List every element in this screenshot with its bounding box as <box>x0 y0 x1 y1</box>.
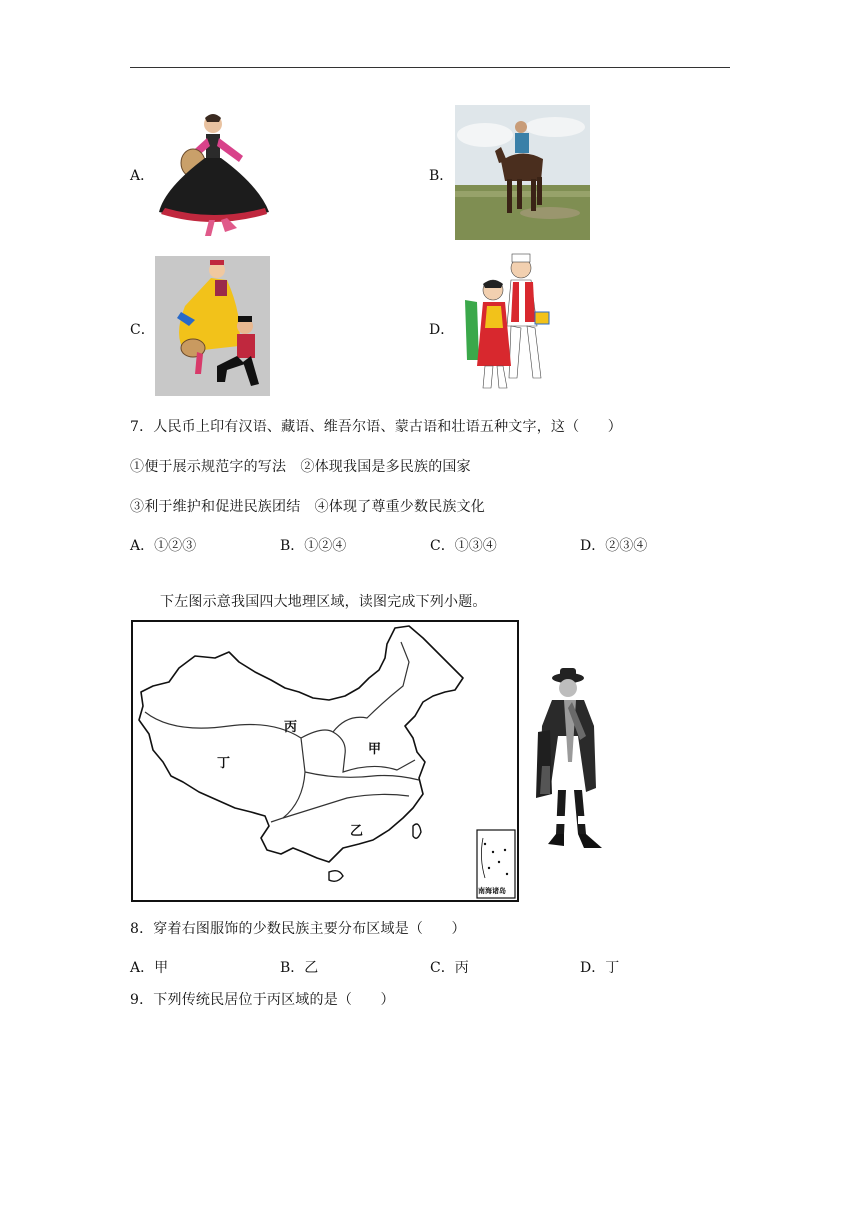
question-8-option-d: D．丁 <box>580 960 620 976</box>
option-d-image-cartoon-couple <box>455 250 567 400</box>
option-a-image-dancer <box>155 108 273 240</box>
header-rule <box>130 67 730 68</box>
material-intro: 下左图示意我国四大地理区域，读图完成下列小题。 <box>160 594 487 610</box>
tibetan-costume-figure <box>528 666 608 856</box>
map-region-jia: 甲 <box>368 742 382 757</box>
option-a-label: A． <box>130 168 155 184</box>
map-region-ding: 丁 <box>217 756 231 771</box>
question-7-stem: 7．人民币上印有汉语、藏语、维吾尔语、蒙古语和壮语五种文字，这（ ） <box>130 419 622 435</box>
option-d-label: D． <box>429 322 455 338</box>
map-region-bing: 丙 <box>284 720 298 735</box>
question-7-option-c: C．①③④ <box>430 538 497 554</box>
question-7-option-a: A．①②③ <box>130 538 197 554</box>
option-c-image-dancing-couple <box>155 256 270 396</box>
question-8-option-a: A．甲 <box>130 960 169 976</box>
china-regions-map <box>131 620 519 902</box>
question-7-statements-3-4: ③利于维护和促进民族团结 ④体现了尊重少数民族文化 <box>130 499 485 515</box>
question-8-stem: 8．穿着右图服饰的少数民族主要分布区域是（ ） <box>130 921 466 937</box>
map-region-yi: 乙 <box>350 824 364 839</box>
question-7-option-d: D．②③④ <box>580 538 648 554</box>
map-inset-label: 南海诸岛 <box>478 886 506 895</box>
question-8-option-b: B．乙 <box>280 960 319 976</box>
question-7-option-b: B．①②④ <box>280 538 347 554</box>
question-7-statements-1-2: ①便于展示规范字的写法 ②体现我国是多民族的国家 <box>130 459 471 475</box>
question-8-option-c: C．丙 <box>430 960 469 976</box>
question-9-stem: 9．下列传统民居位于丙区域的是（ ） <box>130 992 395 1008</box>
option-b-label: B． <box>429 168 454 184</box>
option-b-image-horse-rider <box>455 105 590 240</box>
option-c-label: C． <box>130 322 155 338</box>
